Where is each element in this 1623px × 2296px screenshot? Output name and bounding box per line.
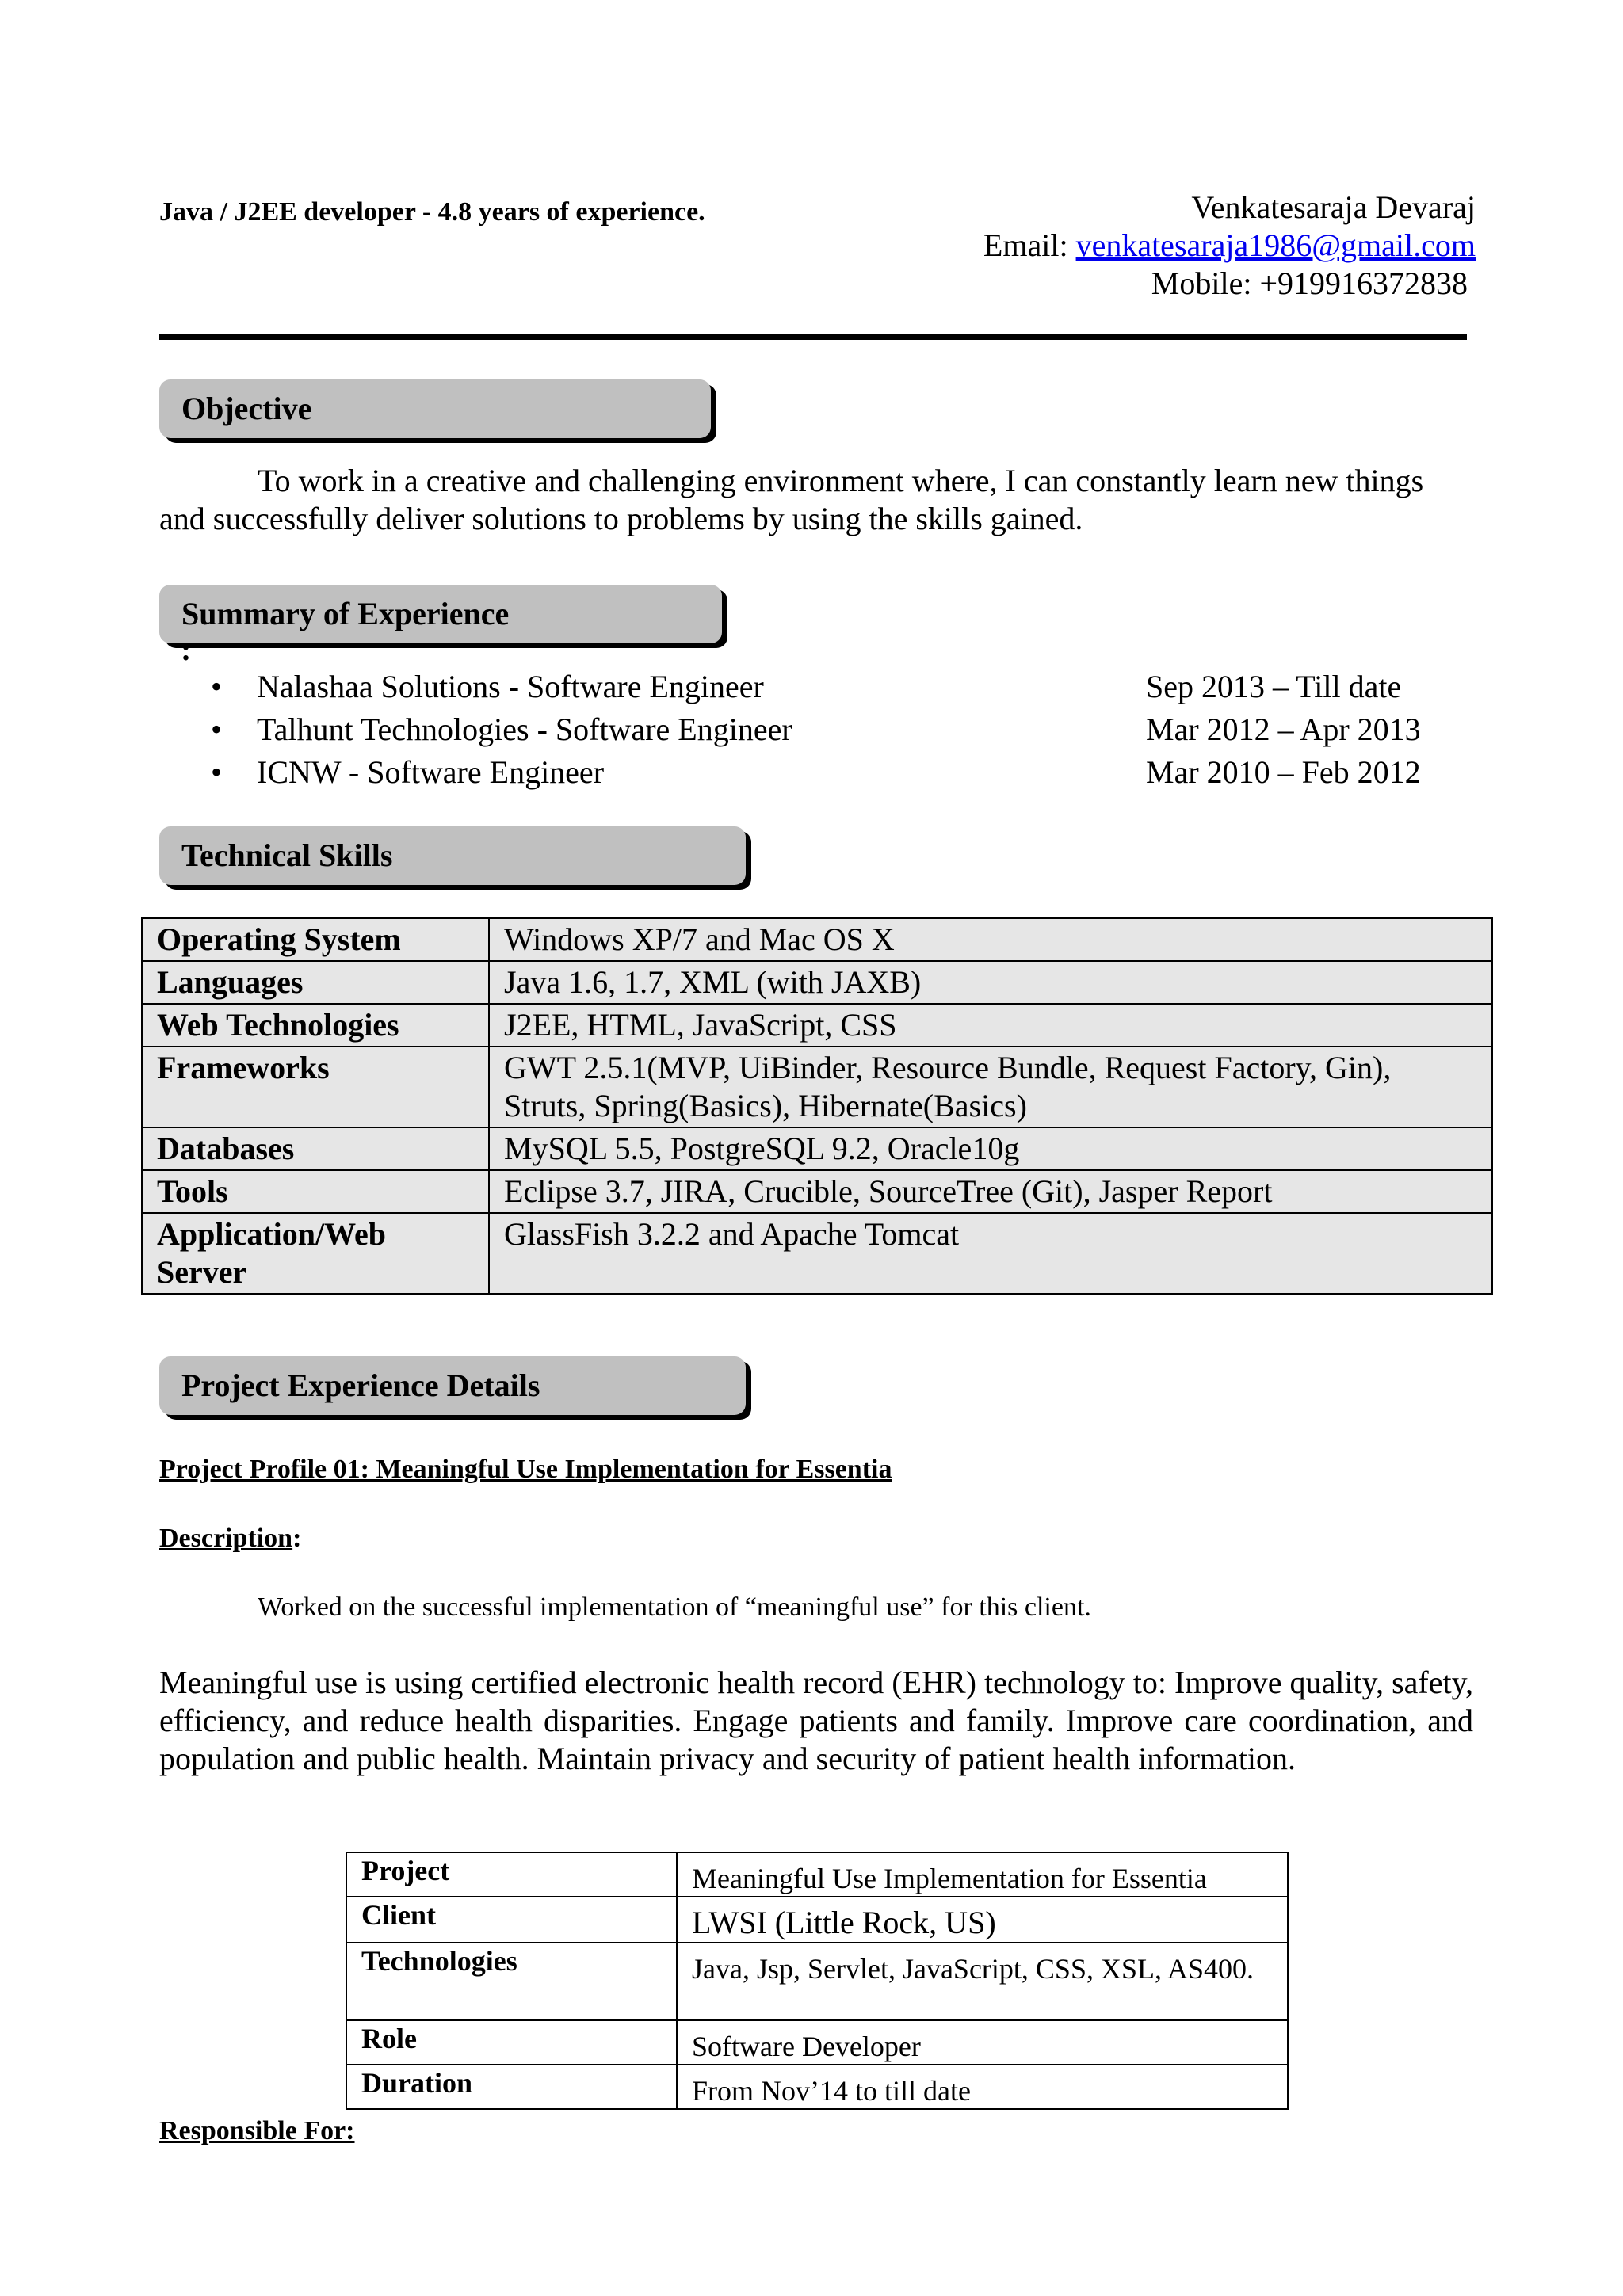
skill-value: GWT 2.5.1(MVP, UiBinder, Resource Bundle, Request Factory, Gin), Struts, Spring(Basics), Hibernate(Basics): [489, 1047, 1492, 1127]
project-field-value: LWSI (Little Rock, US): [677, 1897, 1288, 1943]
experience-company: Talhunt Technologies - Software Engineer: [257, 711, 792, 747]
skill-value: MySQL 5.5, PostgreSQL 9.2, Oracle10g: [489, 1127, 1492, 1170]
table-row: [346, 1943, 1288, 2020]
project-field-label: Role: [346, 2020, 677, 2065]
table-row: [142, 1004, 1492, 1047]
bullet-icon: •: [211, 754, 223, 790]
project-details-table: [346, 1852, 1289, 2110]
description-line: [159, 1523, 301, 1554]
candidate-name: Venkatesaraja Devaraj: [1191, 189, 1476, 225]
project-field-value: Software Developer: [677, 2020, 1288, 2065]
project-field-value: From Nov’14 to till date: [677, 2065, 1288, 2109]
skill-value: Windows XP/7 and Mac OS X: [489, 918, 1492, 961]
objective-line-2: and successfully deliver solutions to problems by using the skills gained.: [159, 501, 1083, 536]
bullet-icon: •: [211, 669, 223, 704]
project-field-label: Duration: [346, 2065, 677, 2109]
skill-category: Operating System: [142, 918, 489, 961]
skill-category: Web Technologies: [142, 1004, 489, 1047]
skills-table: [141, 917, 1493, 1295]
email-link[interactable]: venkatesaraja1986@gmail.com: [1075, 227, 1476, 263]
objective-line-1: To work in a creative and challenging environment where, I can constantly learn new things: [258, 463, 1424, 498]
skill-category: Databases: [142, 1127, 489, 1170]
skills-heading: Technical Skills: [159, 826, 746, 885]
table-row: [142, 918, 1492, 961]
experience-dates: Sep 2013 – Till date: [1146, 669, 1402, 704]
table-row: [346, 1852, 1288, 1897]
skill-value: Java 1.6, 1.7, XML (with JAXB): [489, 961, 1492, 1004]
skill-category: Languages: [142, 961, 489, 1004]
table-row: [142, 1170, 1492, 1213]
experience-company: Nalashaa Solutions - Software Engineer: [257, 669, 764, 704]
bullet-icon: •: [211, 711, 223, 747]
experience-company: ICNW - Software Engineer: [257, 754, 605, 790]
headline: Java / J2EE developer - 4.8 years of experience.: [159, 197, 705, 227]
summary-heading: Summary of Experience: [159, 585, 722, 643]
project-profile-title: Project Profile 01: Meaningful Use Implementation for Essentia: [159, 1455, 892, 1484]
table-row: [142, 1213, 1492, 1294]
email-line: [983, 227, 1476, 265]
mobile-line: Mobile: +919916372838: [1151, 265, 1468, 301]
table-row: [346, 2020, 1288, 2065]
table-row: [142, 961, 1492, 1004]
summary-colon: :: [181, 631, 192, 667]
worked-on-text: Worked on the successful implementation of “meaningful use” for this client.: [258, 1592, 1091, 1622]
project-field-label: Project: [346, 1852, 677, 1897]
projects-heading: Project Experience Details: [159, 1356, 746, 1415]
description-colon: :: [292, 1524, 302, 1553]
description-label: Description: [159, 1524, 293, 1553]
skill-category: Frameworks: [142, 1047, 489, 1127]
table-row: [346, 1897, 1288, 1943]
skill-value: GlassFish 3.2.2 and Apache Tomcat: [489, 1213, 1492, 1294]
objective-heading: Objective: [159, 379, 711, 438]
skill-value: Eclipse 3.7, JIRA, Crucible, SourceTree (Git), Jasper Report: [489, 1170, 1492, 1213]
experience-dates: Mar 2010 – Feb 2012: [1146, 754, 1421, 790]
experience-dates: Mar 2012 – Apr 2013: [1146, 711, 1421, 747]
responsible-for-heading: Responsible For:: [159, 2116, 355, 2145]
project-field-value: Meaningful Use Implementation for Essentia: [677, 1852, 1288, 1897]
skill-category: Application/Web Server: [142, 1213, 489, 1294]
table-row: [142, 1127, 1492, 1170]
project-field-label: Technologies: [346, 1943, 677, 2020]
meaningful-use-paragraph: Meaningful use is using certified electronic health record (EHR) technology to: Improve quality, safety, efficiency, and reduce health disparities. Engage patients and family. Improve care coordination, and population and public health. Maintain privacy and security of patient health information.: [159, 1665, 1473, 1776]
skill-value: J2EE, HTML, JavaScript, CSS: [489, 1004, 1492, 1047]
project-field-value: Java, Jsp, Servlet, JavaScript, CSS, XSL, AS400.: [677, 1943, 1288, 2020]
project-field-label: Client: [346, 1897, 677, 1943]
skill-category: Tools: [142, 1170, 489, 1213]
header-divider: [159, 334, 1467, 340]
table-row: [346, 2065, 1288, 2109]
email-label: Email:: [983, 227, 1076, 263]
table-row: [142, 1047, 1492, 1127]
